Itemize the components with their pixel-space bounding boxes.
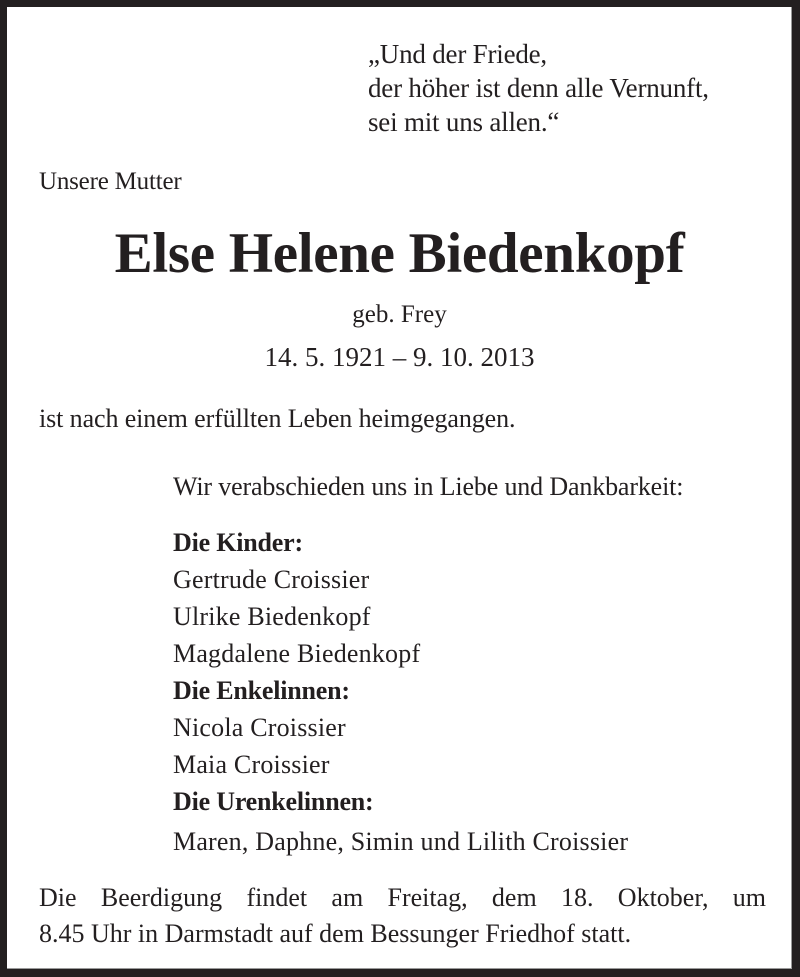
- family-member: Nicola Croissier: [173, 713, 346, 742]
- funeral-line: 8.45 Uhr in Darmstadt auf dem Bessunger Friedhof statt.: [39, 919, 632, 948]
- family-list: [173, 524, 628, 860]
- maiden-name: geb. Frey: [352, 301, 447, 328]
- quote-line: „Und der Friede,: [368, 39, 547, 69]
- obituary-notice: [7, 7, 792, 969]
- deceased-name: Else Helene Biedenkopf: [114, 222, 685, 285]
- group-label-grandchildren: Die Enkelinnen:: [173, 676, 350, 705]
- group-label-great-grandchildren: Die Urenkelinnen:: [173, 787, 374, 816]
- bible-quote: [368, 37, 709, 139]
- quote-line: sei mit uns allen.“: [368, 107, 560, 137]
- family-member: Magdalene Biedenkopf: [173, 639, 421, 668]
- life-dates: 14. 5. 1921 – 9. 10. 2013: [264, 342, 535, 372]
- passed-away-text: ist nach einem erfüllten Leben heimgegangen.: [39, 404, 516, 433]
- family-member: Ulrike Biedenkopf: [173, 602, 371, 631]
- funeral-line: Die Beerdigung findet am Freitag, dem 18. Oktober, um: [39, 883, 766, 912]
- quote-line: der höher ist denn alle Vernunft,: [368, 73, 709, 103]
- intro-text: Unsere Mutter: [39, 168, 182, 195]
- family-member: Maia Croissier: [173, 750, 330, 779]
- family-member: Maren, Daphne, Simin und Lilith Croissier: [173, 827, 629, 856]
- funeral-details: [39, 880, 766, 952]
- group-label-children: Die Kinder:: [173, 528, 303, 557]
- family-member: Gertrude Croissier: [173, 565, 370, 594]
- farewell-text: Wir verabschieden uns in Liebe und Dankbarkeit:: [173, 472, 684, 501]
